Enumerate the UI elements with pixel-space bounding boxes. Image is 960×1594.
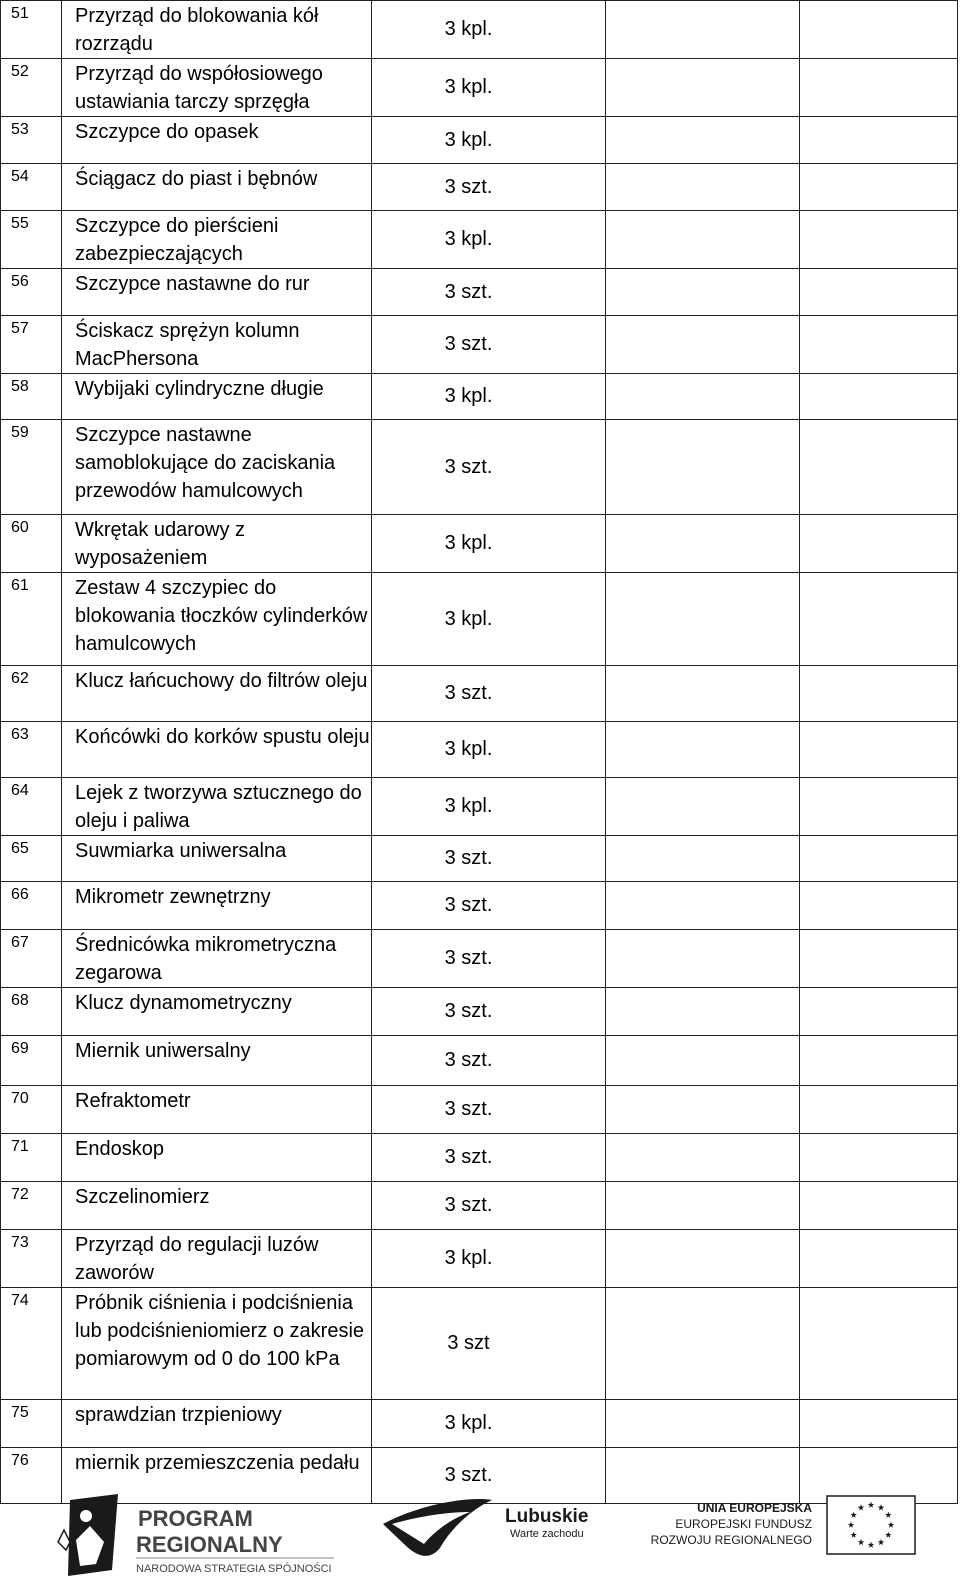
item-quantity: 3 kpl. [372,1400,606,1448]
empty-cell [606,778,800,836]
item-number: 59 [1,420,62,515]
item-name: Próbnik ciśnienia i podciśnienia lub podciśnieniomierz o zakresie pomiarowym od 0 do 100 kPa [62,1288,372,1400]
item-number: 56 [1,269,62,316]
empty-cell [800,164,958,211]
item-quantity: 3 szt. [372,666,606,722]
item-number: 55 [1,211,62,269]
item-number: 61 [1,573,62,666]
item-name: miernik przemieszczenia pedału [62,1448,372,1504]
empty-cell [800,778,958,836]
item-quantity: 3 kpl. [372,59,606,117]
item-name: Wybijaki cylindryczne długie [62,374,372,420]
item-quantity: 3 szt. [372,420,606,515]
item-name: Suwmiarka uniwersalna [62,836,372,882]
item-number: 69 [1,1036,62,1086]
item-number: 65 [1,836,62,882]
empty-cell [800,573,958,666]
empty-cell [800,1230,958,1288]
item-number: 58 [1,374,62,420]
table-row [1,882,958,930]
table-row [1,374,958,420]
lubuskie-name: Lubuskie [505,1506,589,1527]
empty-cell [800,117,958,164]
empty-cell [606,1086,800,1134]
table-row [1,59,958,117]
table-row [1,722,958,778]
table-row [1,778,958,836]
empty-cell [800,211,958,269]
program-regionalny-logo [58,1494,334,1576]
table-row [1,988,958,1036]
item-quantity: 3 kpl. [372,722,606,778]
table-row [1,164,958,211]
item-name: Zestaw 4 szczypiec do blokowania tłoczków cylinderków hamulcowych [62,573,372,666]
table-row [1,420,958,515]
item-name: Ściągacz do piast i bębnów [62,164,372,211]
empty-cell [606,316,800,374]
empty-cell [606,722,800,778]
item-quantity: 3 szt. [372,988,606,1036]
empty-cell [800,269,958,316]
item-name: Końcówki do korków spustu oleju [62,722,372,778]
empty-cell [606,1230,800,1288]
item-number: 71 [1,1134,62,1182]
empty-cell [800,1086,958,1134]
table-row [1,515,958,573]
item-name: Endoskop [62,1134,372,1182]
table-row [1,1182,958,1230]
table-row [1,211,958,269]
item-name: Szczypce do opasek [62,117,372,164]
empty-cell [606,836,800,882]
item-number: 54 [1,164,62,211]
item-quantity: 3 szt. [372,1182,606,1230]
item-name: Szczypce do pierścieni zabezpieczających [62,211,372,269]
footer-logos [0,1490,960,1589]
empty-cell [606,1288,800,1400]
item-quantity: 3 szt. [372,882,606,930]
item-quantity: 3 szt. [372,1448,606,1504]
lubuskie-logo [383,1499,588,1556]
empty-cell [800,1036,958,1086]
item-quantity: 3 kpl. [372,1,606,59]
item-number: 75 [1,1400,62,1448]
empty-cell [800,988,958,1036]
table-row [1,930,958,988]
item-name: Klucz dynamometryczny [62,988,372,1036]
empty-cell [800,59,958,117]
program-line1: PROGRAM [138,1506,253,1531]
empty-cell [606,269,800,316]
empty-cell [800,836,958,882]
item-number: 51 [1,1,62,59]
item-name: Przyrząd do współosiowego ustawiania tarczy sprzęgła [62,59,372,117]
item-quantity: 3 kpl. [372,515,606,573]
item-name: Średnicówka mikrometryczna zegarowa [62,930,372,988]
program-line3: NARODOWA STRATEGIA SPÓJNOŚCI [136,1563,332,1575]
lubuskie-tagline: Warte zachodu [510,1528,584,1540]
item-quantity: 3 szt. [372,269,606,316]
empty-cell [606,59,800,117]
item-quantity: 3 szt [372,1288,606,1400]
item-number: 74 [1,1288,62,1400]
empty-cell [606,374,800,420]
item-name: Wkrętak udarowy z wyposażeniem [62,515,372,573]
empty-cell [606,515,800,573]
table-row [1,269,958,316]
eu-line3: ROZWOJU REGIONALNEGO [650,1533,812,1547]
table-row [1,1134,958,1182]
item-name: Lejek z tworzywa sztucznego do oleju i paliwa [62,778,372,836]
empty-cell [800,316,958,374]
table-row [1,1,958,59]
item-name: Przyrząd do blokowania kół rozrządu [62,1,372,59]
item-number: 76 [1,1448,62,1504]
item-quantity: 3 kpl. [372,1230,606,1288]
item-number: 68 [1,988,62,1036]
eu-line1: UNIA EUROPEJSKA [697,1501,812,1515]
item-number: 72 [1,1182,62,1230]
item-number: 63 [1,722,62,778]
empty-cell [606,988,800,1036]
empty-cell [800,930,958,988]
item-quantity: 3 szt. [372,1086,606,1134]
program-line2: REGIONALNY [136,1532,283,1557]
item-number: 67 [1,930,62,988]
item-name: Mikrometr zewnętrzny [62,882,372,930]
item-quantity: 3 kpl. [372,374,606,420]
item-number: 53 [1,117,62,164]
empty-cell [606,420,800,515]
item-name: sprawdzian trzpieniowy [62,1400,372,1448]
empty-cell [606,573,800,666]
empty-cell [800,1182,958,1230]
item-quantity: 3 szt. [372,316,606,374]
table-row [1,836,958,882]
item-number: 66 [1,882,62,930]
item-name: Ściskacz sprężyn kolumn MacPhersona [62,316,372,374]
empty-cell [800,666,958,722]
table-row [1,1036,958,1086]
footer-logos-svg [0,1490,960,1589]
empty-cell [800,374,958,420]
item-quantity: 3 szt. [372,1134,606,1182]
item-number: 73 [1,1230,62,1288]
table-row [1,316,958,374]
empty-cell [800,1134,958,1182]
empty-cell [606,882,800,930]
empty-cell [606,1036,800,1086]
eu-line2: EUROPEJSKI FUNDUSZ [675,1517,812,1531]
table-row [1,1288,958,1400]
empty-cell [800,1400,958,1448]
item-quantity: 3 szt. [372,164,606,211]
empty-cell [606,1,800,59]
empty-cell [606,1182,800,1230]
item-quantity: 3 kpl. [372,211,606,269]
empty-cell [606,211,800,269]
table-row [1,666,958,722]
item-number: 52 [1,59,62,117]
item-number: 57 [1,316,62,374]
eu-logo [651,1496,915,1554]
item-number: 60 [1,515,62,573]
item-name: Miernik uniwersalny [62,1036,372,1086]
item-name: Refraktometr [62,1086,372,1134]
item-quantity: 3 szt. [372,1036,606,1086]
empty-cell [606,1400,800,1448]
table-row [1,1400,958,1448]
empty-cell [800,722,958,778]
item-quantity: 3 szt. [372,836,606,882]
item-name: Klucz łańcuchowy do filtrów oleju [62,666,372,722]
empty-cell [800,515,958,573]
item-name: Szczypce nastawne do rur [62,269,372,316]
item-number: 70 [1,1086,62,1134]
empty-cell [800,1288,958,1400]
empty-cell [606,666,800,722]
item-name: Szczypce nastawne samoblokujące do zaciskania przewodów hamulcowych [62,420,372,515]
empty-cell [606,117,800,164]
empty-cell [606,930,800,988]
item-name: Przyrząd do regulacji luzów zaworów [62,1230,372,1288]
empty-cell [606,164,800,211]
empty-cell [606,1134,800,1182]
item-quantity: 3 szt. [372,930,606,988]
item-quantity: 3 kpl. [372,778,606,836]
item-quantity: 3 kpl. [372,117,606,164]
empty-cell [800,882,958,930]
item-quantity: 3 kpl. [372,573,606,666]
table-row [1,1086,958,1134]
table-row [1,573,958,666]
item-name: Szczelinomierz [62,1182,372,1230]
empty-cell [800,420,958,515]
item-number: 64 [1,778,62,836]
table-row [1,1230,958,1288]
table-row [1,117,958,164]
item-number: 62 [1,666,62,722]
empty-cell [800,1,958,59]
